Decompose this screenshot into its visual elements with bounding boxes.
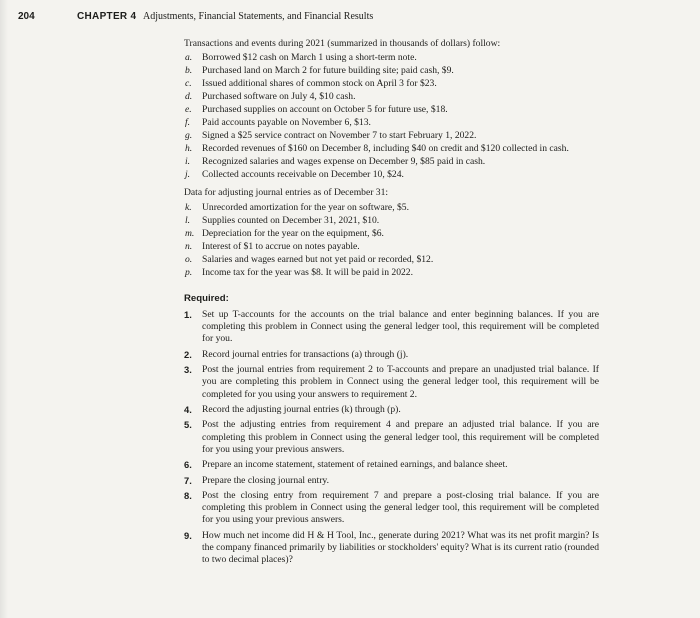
problem-content (184, 38, 599, 570)
item-text: Interest of $1 to accrue on notes payable. (202, 240, 360, 252)
list-item (184, 130, 599, 142)
item-text: Post the adjusting entries from requirement 4 and prepare an adjusted trial balance. If you are completing this problem in Connect using the general ledger tool, this requirement will be completed for you using your previous answers. (202, 419, 599, 455)
item-text: Paid accounts payable on November 6, $13. (202, 117, 371, 129)
transactions-list (184, 52, 599, 181)
list-item (184, 117, 599, 129)
list-item (184, 404, 599, 416)
item-number: 5. (184, 419, 192, 431)
list-item (184, 215, 599, 227)
list-item (184, 78, 599, 90)
list-item (184, 254, 599, 266)
list-item (184, 169, 599, 181)
item-letter: h. (185, 143, 193, 155)
item-text: Prepare the closing journal entry. (202, 474, 329, 486)
list-item (184, 202, 599, 214)
list-item (184, 241, 599, 253)
item-number: 2. (184, 348, 192, 360)
item-text: Salaries and wages earned but not yet paid or recorded, $12. (202, 253, 434, 265)
item-number: 1. (184, 309, 192, 321)
item-text: Unrecorded amortization for the year on software, $5. (202, 201, 409, 213)
item-letter: i. (185, 156, 191, 168)
chapter-title: Adjustments, Financial Statements, and Financial Results (143, 11, 374, 22)
list-item (184, 490, 599, 527)
item-number: 8. (184, 489, 192, 501)
item-letter: a. (185, 52, 193, 64)
list-item (184, 267, 599, 279)
item-number: 4. (184, 404, 192, 415)
required-list (184, 309, 599, 566)
item-letter: l. (185, 214, 191, 226)
item-letter: j. (185, 169, 191, 181)
list-item (184, 349, 599, 361)
item-letter: o. (185, 253, 193, 265)
item-text: Income tax for the year was $8. It will be paid in 2022. (202, 266, 414, 278)
item-text: Record journal entries for transactions (a) through (j). (202, 348, 409, 360)
adjusting-intro: Data for adjusting journal entries as of December 31: (184, 187, 389, 199)
item-letter: d. (185, 91, 193, 103)
list-item (184, 91, 599, 103)
list-item (184, 459, 599, 471)
item-text: Depreciation for the year on the equipment, $6. (202, 227, 384, 239)
chapter-label: CHAPTER 4 (77, 11, 137, 22)
item-text: Recognized salaries and wages expense on December 9, $85 paid in cash. (202, 156, 486, 168)
list-item (184, 104, 599, 116)
item-text: Borrowed $12 cash on March 1 using a short-term note. (202, 52, 417, 64)
adjusting-list (184, 202, 599, 279)
list-item (184, 475, 599, 487)
item-letter: b. (185, 65, 193, 77)
list-item (184, 530, 599, 567)
list-item (184, 228, 599, 240)
page-number: 204 (18, 11, 35, 22)
list-item (184, 364, 599, 401)
item-text: Prepare an income statement, statement of retained earnings, and balance sheet. (202, 459, 508, 471)
item-text: Supplies counted on December 31, 2021, $10. (202, 214, 380, 226)
item-text: Purchased supplies on account on October 5 for future use, $18. (202, 104, 448, 116)
item-letter: n. (185, 240, 193, 252)
item-text: Issued additional shares of common stock on April 3 for $23. (202, 78, 437, 90)
item-letter: m. (185, 227, 195, 239)
item-letter: c. (185, 78, 192, 90)
item-number: 6. (184, 459, 192, 471)
list-item (184, 143, 599, 155)
list-item (184, 65, 599, 77)
transactions-intro: Transactions and events during 2021 (summarized in thousands of dollars) follow: (184, 38, 501, 49)
required-heading: Required: (184, 292, 229, 304)
page-edge-shadow (0, 0, 8, 618)
item-text: Collected accounts receivable on December 10, $24. (202, 169, 404, 181)
item-text: Purchased land on March 2 for future building site; paid cash, $9. (202, 65, 454, 77)
item-number: 7. (184, 474, 192, 486)
item-letter: e. (185, 104, 192, 116)
list-item (184, 419, 599, 456)
list-item (184, 156, 599, 168)
item-letter: p. (185, 266, 193, 278)
item-number: 9. (184, 529, 192, 541)
list-item (184, 309, 599, 346)
page-header (0, 0, 700, 40)
item-text: Post the journal entries from requirement 2 to T-accounts and prepare an unadjusted trial balance. If you are completing this problem in Connect using the general ledger tool, this requirement will be completed for you using your answers to requirement 2. (202, 364, 599, 400)
item-text: Set up T-accounts for the accounts on the trial balance and enter beginning balances. If you are completing this problem in Connect using the general ledger tool, this requirement will be completed for you. (202, 309, 599, 345)
item-text: How much net income did H & H Tool, Inc., generate during 2021? What was its net profit margin? Is the company financed primarily by liabilities or stockholders' equity? What is its current ratio (rounded to two decimal places)? (202, 529, 599, 566)
item-letter: g. (185, 130, 193, 142)
item-number: 3. (184, 364, 192, 376)
item-letter: f. (185, 117, 191, 129)
list-item (184, 52, 599, 64)
item-text: Purchased software on July 4, $10 cash. (202, 91, 356, 103)
item-text: Record the adjusting journal entries (k) through (p). (202, 404, 401, 415)
item-text: Signed a $25 service contract on November 7 to start February 1, 2022. (202, 130, 477, 142)
item-text: Post the closing entry from requirement 7 and prepare a post-closing trial balance. If you are completing this problem in Connect using the general ledger tool, this requirement will be completed for you using your previous answers. (202, 489, 599, 526)
item-text: Recorded revenues of $160 on December 8, including $40 on credit and $120 collected in cash. (202, 143, 569, 155)
item-letter: k. (185, 201, 192, 213)
